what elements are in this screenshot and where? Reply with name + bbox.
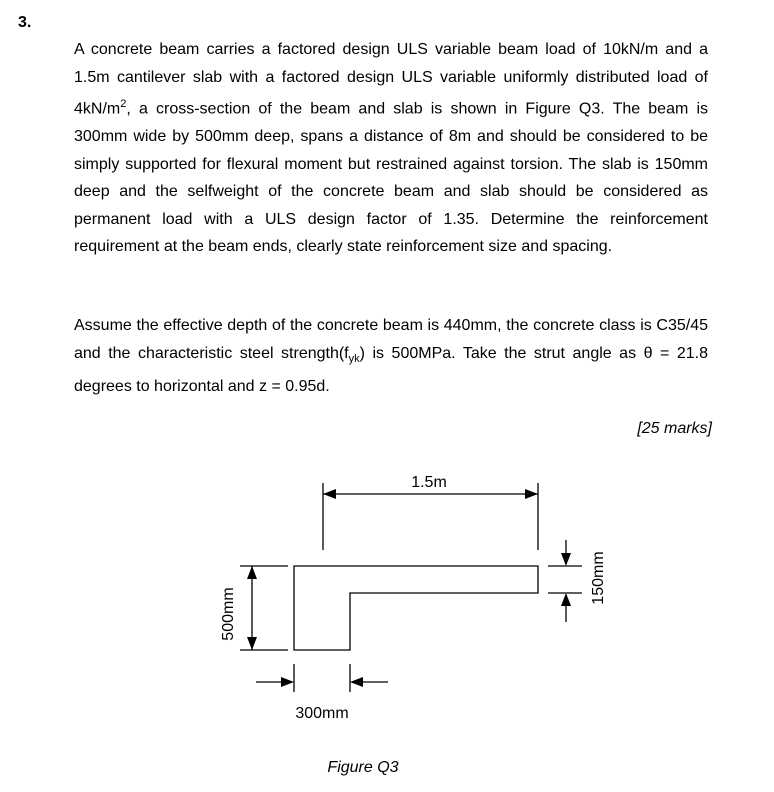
slab-depth-arrowhead-bottom [561, 593, 571, 606]
superscript-2: 2 [120, 98, 127, 111]
slab-depth-label: 150mm [590, 551, 607, 605]
paragraph-2-text-a: Assume the effective depth of the concrete beam is 440mm, the concrete class is C35/45 and the characteristic steel strength(f [74, 317, 708, 362]
beam-depth-arrowhead-bottom [247, 637, 257, 650]
paragraph-2-text-b: ) is 500MPa. Take the strut angle as θ = 21.8 degrees to horizontal and z = 0.95d. [74, 344, 709, 396]
slab-length-arrowhead-right [525, 489, 538, 499]
figure-caption: Figure Q3 [327, 759, 399, 776]
paragraph-1-text-b: , a cross-section of the beam and slab is shown in Figure Q3. The beam is 300mm wide by 500mm deep, spans a distance of 8m and should be considered to be simply supported for flexural moment but restrained against torsion. The slab is 150mm deep and the selfweight of the concrete beam and slab should be considered as permanent load with a ULS design factor of 1.35. Determine the reinforcement requirement at the beam ends, clearly state reinforcement size and spacing. [74, 100, 708, 256]
cross-section-outline [294, 566, 538, 650]
question-number: 3. [18, 14, 32, 31]
beam-depth-label: 500mm [220, 587, 237, 641]
slab-length-label: 1.5m [411, 474, 447, 491]
beam-depth-arrowhead-top [247, 566, 257, 579]
beam-width-arrowhead-right [350, 677, 363, 687]
marks-label: [25 marks] [637, 420, 712, 437]
subscript-yk: yk [348, 352, 360, 365]
slab-depth-arrowhead-top [561, 553, 571, 566]
beam-width-label: 300mm [295, 705, 349, 722]
slab-length-arrowhead-left [323, 489, 336, 499]
paragraph-1-text-a: A concrete beam carries a factored design ULS variable beam load of 10kN/m and a 1.5m cantilever slab with a factored design ULS variable uniformly distributed load of 4kN/m [74, 41, 708, 118]
beam-width-arrowhead-left [281, 677, 294, 687]
